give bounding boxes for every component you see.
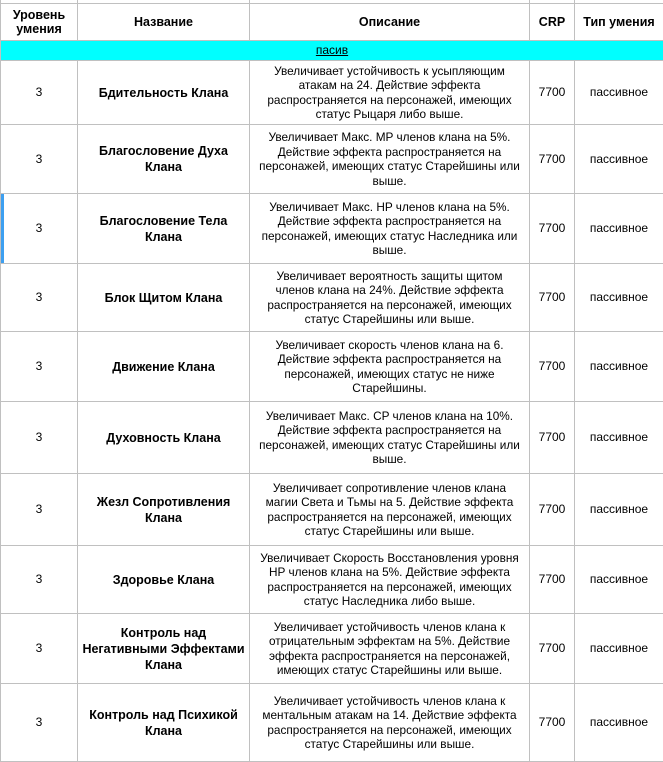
level-cell[interactable]: 3 <box>1 61 78 125</box>
description-cell[interactable]: Увеличивает устойчивость членов клана к ментальным атакам на 14. Действие эффекта распространяется на персонажей, имеющих статус Старейшины или выше. <box>250 684 530 762</box>
crp-cell[interactable]: 7700 <box>530 684 575 762</box>
description-cell[interactable]: Увеличивает Макс. MP членов клана на 5%. Действие эффекта распространяется на персонажей, имеющих статус Старейшины или выше. <box>250 125 530 194</box>
crp-cell[interactable]: 7700 <box>530 332 575 402</box>
table-row <box>1 61 663 125</box>
type-cell[interactable]: пассивное <box>575 125 663 194</box>
table-row <box>1 546 663 614</box>
level-cell[interactable]: 3 <box>1 402 78 474</box>
crp-cell[interactable]: 7700 <box>530 402 575 474</box>
name-cell[interactable]: Жезл Сопротивления Клана <box>78 474 250 546</box>
table-row <box>1 264 663 332</box>
name-cell[interactable]: Здоровье Клана <box>78 546 250 614</box>
level-cell[interactable]: 3 <box>1 264 78 332</box>
name-cell[interactable]: Благословение Духа Клана <box>78 125 250 194</box>
crp-cell[interactable]: 7700 <box>530 546 575 614</box>
name-cell[interactable]: Контроль над Негативными Эффектами Клана <box>78 614 250 684</box>
table-row <box>1 125 663 194</box>
name-cell[interactable]: Блок Щитом Клана <box>78 264 250 332</box>
level-cell[interactable]: 3 <box>1 332 78 402</box>
section-label[interactable]: пасив <box>315 43 349 57</box>
type-cell[interactable]: пассивное <box>575 61 663 125</box>
section-row <box>1 41 663 61</box>
type-cell[interactable]: пассивное <box>575 546 663 614</box>
crp-cell[interactable]: 7700 <box>530 61 575 125</box>
name-cell[interactable]: Духовность Клана <box>78 402 250 474</box>
description-cell[interactable]: Увеличивает Макс. HP членов клана на 5%. Действие эффекта распространяется на персонажей, имеющих статус Наследника или выше. <box>250 194 530 264</box>
description-cell[interactable]: Увеличивает Скорость Восстановления уровня HP членов клана на 5%. Действие эффекта распространяется на персонажей, имеющих статус Наследника либо выше. <box>250 546 530 614</box>
name-cell[interactable]: Контроль над Психикой Клана <box>78 684 250 762</box>
name-cell[interactable]: Движение Клана <box>78 332 250 402</box>
table-row <box>1 474 663 546</box>
description-cell[interactable]: Увеличивает устойчивость членов клана к отрицательным эффектам на 5%. Действие эффекта распространяется на персонажей, имеющих статус Старейшины или выше. <box>250 614 530 684</box>
level-cell[interactable]: 3 <box>1 125 78 194</box>
crp-cell[interactable]: 7700 <box>530 194 575 264</box>
crp-cell[interactable]: 7700 <box>530 614 575 684</box>
header-crp[interactable]: CRP <box>530 4 575 41</box>
table-row <box>1 614 663 684</box>
description-cell[interactable]: Увеличивает Макс. CP членов клана на 10%. Действие эффекта распространяется на персонажей, имеющих статус Старейшины или выше. <box>250 402 530 474</box>
section-cell[interactable] <box>1 41 663 61</box>
type-cell[interactable]: пассивное <box>575 614 663 684</box>
table-row <box>1 194 663 264</box>
name-cell[interactable]: Бдительность Клана <box>78 61 250 125</box>
description-cell[interactable]: Увеличивает устойчивость к усыпляющим атакам на 24. Действие эффекта распространяется на персонажей, имеющих статус Рыцаря либо выше. <box>250 61 530 125</box>
description-cell[interactable]: Увеличивает вероятность защиты щитом членов клана на 24%. Действие эффекта распространяется на персонажей, имеющих статус Старейшины или выше. <box>250 264 530 332</box>
crp-cell[interactable]: 7700 <box>530 264 575 332</box>
description-cell[interactable]: Увеличивает сопротивление членов клана магии Света и Тьмы на 5. Действие эффекта распространяется на персонажей, имеющих статус Старейшины или выше. <box>250 474 530 546</box>
header-description[interactable]: Описание <box>250 4 530 41</box>
type-cell[interactable]: пассивное <box>575 332 663 402</box>
type-cell[interactable]: пассивное <box>575 194 663 264</box>
type-cell[interactable]: пассивное <box>575 402 663 474</box>
level-cell[interactable]: 3 <box>1 474 78 546</box>
header-name[interactable]: Название <box>78 4 250 41</box>
level-cell[interactable]: 3 <box>1 194 78 264</box>
header-row <box>1 4 663 41</box>
table-row <box>1 402 663 474</box>
table-row <box>1 684 663 762</box>
type-cell[interactable]: пассивное <box>575 264 663 332</box>
crp-cell[interactable]: 7700 <box>530 125 575 194</box>
description-cell[interactable]: Увеличивает скорость членов клана на 6. Действие эффекта распространяется на персонажей, имеющих статус не ниже Старейшины. <box>250 332 530 402</box>
level-cell[interactable]: 3 <box>1 684 78 762</box>
level-cell[interactable]: 3 <box>1 546 78 614</box>
type-cell[interactable]: пассивное <box>575 684 663 762</box>
table-row <box>1 332 663 402</box>
level-cell[interactable]: 3 <box>1 614 78 684</box>
name-cell[interactable]: Благословение Тела Клана <box>78 194 250 264</box>
type-cell[interactable]: пассивное <box>575 474 663 546</box>
crp-cell[interactable]: 7700 <box>530 474 575 546</box>
header-type[interactable]: Тип умения <box>575 4 663 41</box>
header-level[interactable]: Уровень умения <box>1 4 78 41</box>
